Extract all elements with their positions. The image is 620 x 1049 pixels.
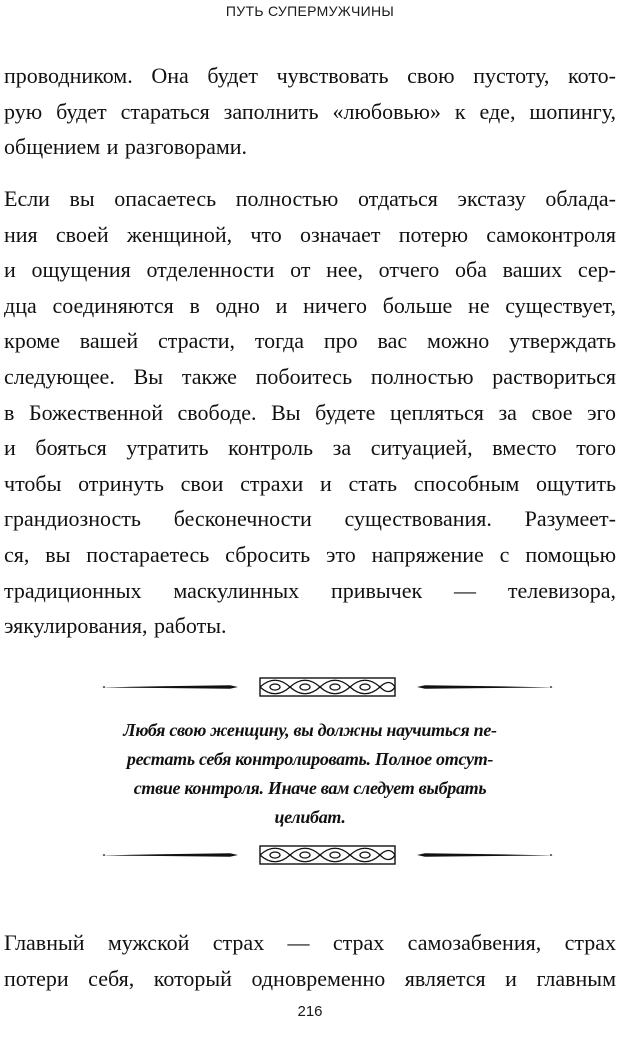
text-line: Главный мужской страх — страх самозабвения, страх — [4, 930, 616, 955]
paragraph-2 — [4, 181, 616, 644]
text-line: традиционных маскулинных привычек — телевизора, — [4, 577, 616, 603]
text-line: дца соединяются в одно и ничего больше не существует, — [4, 292, 616, 318]
text-line: Если вы опасаетесь полностью отдаться экстазу облада- — [4, 186, 616, 211]
text-line: рую будет стараться заполнить «любовью» к еде, шопингу, — [4, 98, 616, 124]
text-line: грандиозность бесконечности существования. Разумеет- — [4, 506, 616, 532]
celtic-knot-divider-top-icon — [100, 672, 555, 702]
page-number: 216 — [297, 1003, 323, 1020]
celtic-knot-divider-bottom-icon — [100, 840, 555, 870]
callout-line: ствие контроля. Иначе вам следует выбрать — [133, 778, 487, 798]
paragraph-1 — [4, 58, 616, 165]
callout-line: целибат. — [274, 807, 346, 827]
callout-quote — [60, 716, 560, 832]
text-line: проводником. Она будет чувствовать свою пустоту, кото- — [4, 63, 616, 88]
text-line: ся, вы постараетесь сбросить это напряжение с помощью — [4, 541, 616, 567]
text-line: чтобы отринуть свои страхи и стать способным ощутить — [4, 470, 616, 496]
text-line: и бояться утратить контроль за ситуацией, вместо того — [4, 435, 616, 461]
text-line: потери себя, который одновременно является и главным — [4, 965, 616, 991]
text-line: кроме вашей страсти, тогда про вас можно утверждать — [4, 328, 616, 354]
text-line: в Божественной свободе. Вы будете цепляться за свое эго — [4, 399, 616, 425]
text-line: и ощущения отделенности от нее, отчего оба ваших сер- — [4, 257, 616, 283]
running-header: ПУТЬ СУПЕРМУЖЧИНЫ — [225, 3, 395, 19]
text-line: эякулирования, работы. — [4, 613, 227, 639]
paragraph-3 — [4, 925, 616, 996]
callout-line: рестать себя контролировать. Полное отсут- — [126, 749, 494, 769]
callout-line: Любя свою женщину, вы должны научиться пе- — [123, 720, 497, 740]
text-line: следующее. Вы также побоитесь полностью раствориться — [4, 363, 616, 389]
text-line: ния своей женщиной, что означает потерю самоконтроля — [4, 221, 616, 247]
text-line: общением и разговорами. — [4, 134, 248, 160]
